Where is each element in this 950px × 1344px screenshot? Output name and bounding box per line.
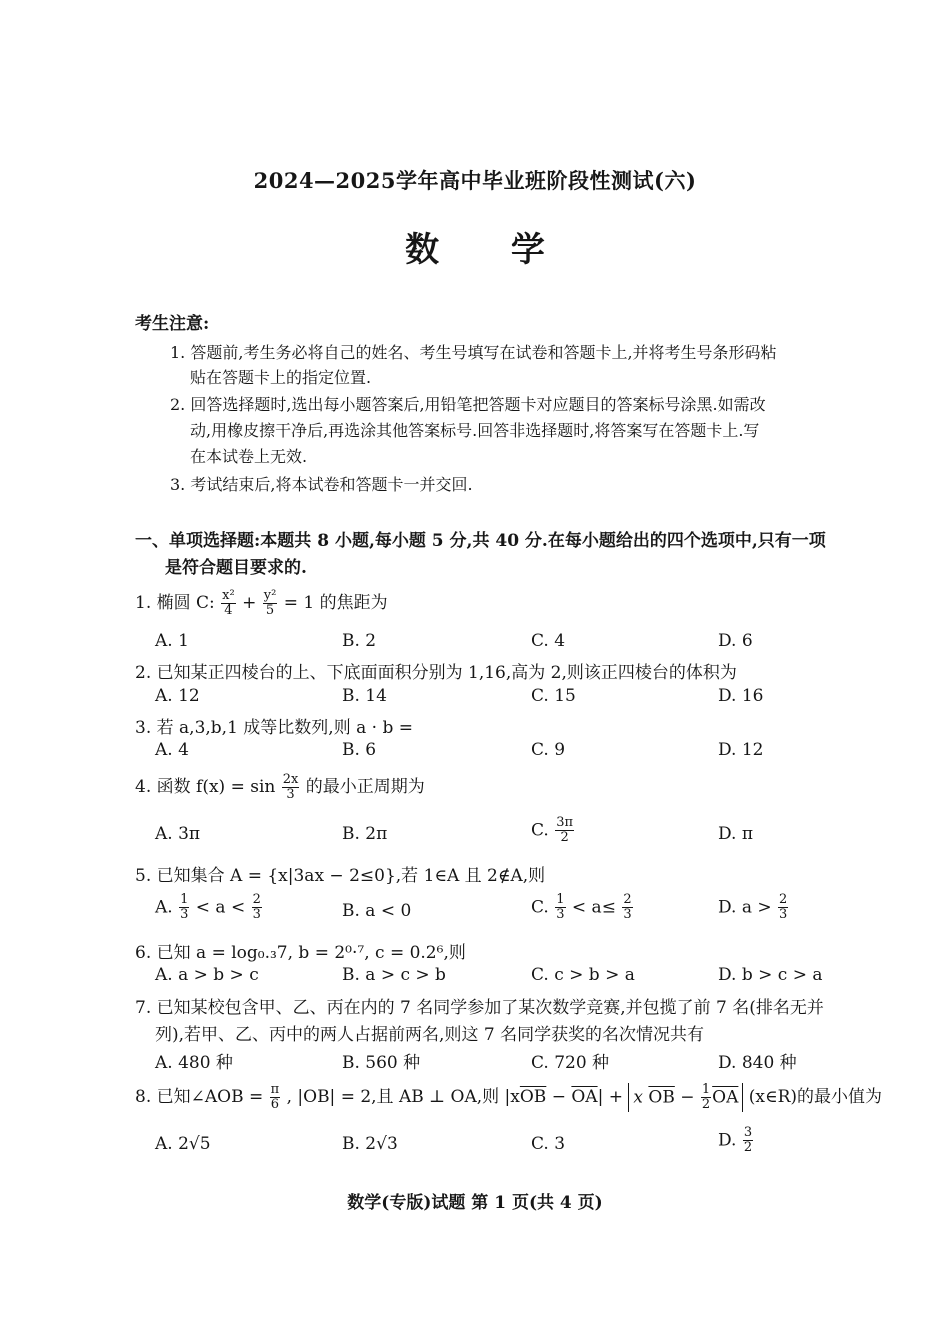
option-c: C. 4 [531, 631, 566, 651]
fraction [743, 1126, 753, 1156]
option-a: A. 2√5 [155, 1134, 211, 1154]
numerator: 2x [282, 771, 299, 787]
fraction [221, 589, 236, 619]
numerator: 1 [701, 1081, 711, 1097]
vector-ob: $\overline{OB}$ [648, 1087, 675, 1107]
option-d: D. 840 种 [718, 1053, 797, 1073]
numerator: 1 [556, 892, 565, 907]
section-heading: 一、单项选择题:本题共 8 小题,每小题 5 分,共 40 分.在每小题给出的四个选项中,只有一项 [135, 531, 826, 551]
minus-sign: − [680, 1087, 700, 1107]
option-a: A. 480 种 [155, 1053, 233, 1073]
denominator: 3 [252, 907, 261, 923]
question-4 [135, 772, 425, 802]
vector-oa: $\overline{OA}$ [712, 1087, 739, 1107]
question-8-suffix: (x∈R)的最小值为 [748, 1087, 883, 1107]
fraction [555, 893, 565, 923]
option-d [718, 893, 789, 923]
fraction [263, 589, 278, 619]
option-b: B. 2√3 [342, 1134, 398, 1154]
numerator: y² [263, 587, 277, 603]
question-7-cont: 列),若甲、乙、丙中的两人占据前两名,则这 7 名同学获奖的名次情况共有 [155, 1025, 705, 1045]
fraction [252, 893, 262, 923]
denominator: 5 [265, 603, 275, 618]
question-8-text: , |OB| = 2,且 AB ⊥ OA,则 |x [286, 1087, 520, 1107]
question-8-text: | + [597, 1087, 623, 1107]
notice-line: 在本试卷上无效. [190, 447, 308, 466]
option-c: C. 3 [531, 1134, 566, 1154]
numerator: 3 [743, 1125, 753, 1140]
option-b: B. a < 0 [342, 901, 412, 921]
question-8-prefix: 8. 已知∠AOB = [135, 1087, 264, 1107]
option-b: B. 6 [342, 740, 377, 760]
option-d: D. 16 [718, 686, 764, 706]
question-8 [135, 1082, 882, 1112]
fraction [778, 893, 788, 923]
option-d: D. 6 [718, 631, 753, 651]
option-label: D. [718, 1130, 737, 1151]
section-heading-cont: 是符合题目要求的. [165, 558, 307, 578]
vector-oa: $\overline{OA}$ [571, 1087, 598, 1107]
inequality: < a≤ [571, 897, 616, 918]
option-a: A. a > b > c [155, 965, 259, 985]
denominator: 2 [743, 1140, 753, 1156]
option-a [155, 893, 263, 923]
option-c: C. 15 [531, 686, 576, 706]
page-footer: 数学(专版)试题 第 1 页(共 4 页) [347, 1193, 603, 1213]
question-1-suffix: = 1 的焦距为 [283, 593, 388, 613]
option-d: D. 12 [718, 740, 764, 760]
variable-x: x [633, 1087, 643, 1107]
denominator: 3 [623, 907, 632, 923]
question-4-suffix: 的最小正周期为 [305, 777, 425, 797]
option-c: C. c > b > a [531, 965, 635, 985]
option-d: D. π [718, 824, 754, 844]
notice-line: 1. 答题前,考生务必将自己的姓名、考生号填写在试卷和答题卡上,并将考生号条形码粘 [170, 343, 777, 362]
denominator: 6 [270, 1097, 280, 1112]
option-c [531, 893, 634, 923]
question-4-prefix: 4. 函数 f(x) = sin [135, 777, 276, 797]
subject-title: 数 学 [405, 230, 575, 270]
denominator: 3 [779, 907, 788, 923]
vector-ob: $\overline{OB}$ [519, 1087, 547, 1107]
denominator: 3 [556, 907, 565, 923]
fraction [555, 816, 574, 846]
option-c: C. 720 种 [531, 1053, 610, 1073]
numerator: x² [222, 587, 235, 603]
option-b: B. 2 [342, 631, 377, 651]
question-1 [135, 588, 388, 618]
numerator: π [270, 1081, 280, 1097]
option-label: C. [531, 897, 549, 918]
question-3: 3. 若 a,3,b,1 成等比数列,则 a · b = [135, 718, 413, 738]
option-label: A. [155, 897, 173, 918]
option-b: B. 14 [342, 686, 387, 706]
option-b: B. 2π [342, 824, 388, 844]
plus-sign: + [242, 593, 257, 613]
option-b: B. 560 种 [342, 1053, 421, 1073]
option-a: A. 12 [155, 686, 200, 706]
option-a: A. 4 [155, 740, 189, 760]
option-b: B. a > c > b [342, 965, 446, 985]
option-label: C. [531, 820, 549, 841]
question-2: 2. 已知某正四棱台的上、下底面面积分别为 1,16,高为 2,则该正四棱台的体积为 [135, 663, 737, 683]
option-a: A. 3π [155, 824, 201, 844]
minus-sign: − [546, 1087, 572, 1107]
notice-line: 贴在答题卡上的指定位置. [190, 368, 372, 387]
fraction [701, 1083, 711, 1113]
denominator: 4 [224, 603, 233, 618]
option-d [718, 1126, 754, 1156]
numerator: 2 [252, 892, 261, 907]
exam-title: 2024—2025学年高中毕业班阶段性测试(六) [253, 168, 697, 193]
option-c: C. 9 [531, 740, 566, 760]
question-5: 5. 已知集合 A = {x|3ax − 2≤0},若 1∈A 且 2∉A,则 [135, 866, 546, 886]
denominator: 2 [701, 1097, 711, 1112]
notice-line: 2. 回答选择题时,选出每小题答案后,用铅笔把答题卡对应题目的答案标号涂黑.如需改 [170, 395, 766, 414]
fraction [282, 773, 300, 803]
inequality: < a < [195, 897, 246, 918]
fraction [270, 1083, 281, 1113]
notice-line: 动,用橡皮擦干净后,再选涂其他答案标号.回答非选择题时,将答案写在答题卡上.写 [190, 421, 760, 440]
option-d: D. b > c > a [718, 965, 823, 985]
numerator: 2 [623, 892, 632, 907]
numerator: 1 [180, 892, 189, 907]
notice-heading: 考生注意: [135, 314, 210, 334]
fraction [179, 893, 189, 923]
option-a: A. 1 [155, 631, 189, 651]
question-6: 6. 已知 a = log₀.₃7, b = 2⁰·⁷, c = 0.2⁶,则 [135, 943, 466, 963]
question-1-prefix: 1. 椭圆 C: [135, 593, 215, 613]
numerator: 3π [556, 815, 574, 830]
question-7: 7. 已知某校包含甲、乙、丙在内的 7 名同学参加了某次数学竞赛,并包揽了前 7 名(排名无并 [135, 998, 824, 1018]
abs-expression [628, 1083, 743, 1113]
option-label: D. a > [718, 897, 772, 918]
option-c [531, 816, 575, 846]
denominator: 3 [180, 907, 189, 923]
fraction [622, 893, 632, 923]
denominator: 3 [286, 787, 295, 802]
denominator: 2 [560, 830, 569, 846]
notice-line: 3. 考试结束后,将本试卷和答题卡一并交回. [170, 475, 473, 494]
numerator: 2 [779, 892, 788, 907]
